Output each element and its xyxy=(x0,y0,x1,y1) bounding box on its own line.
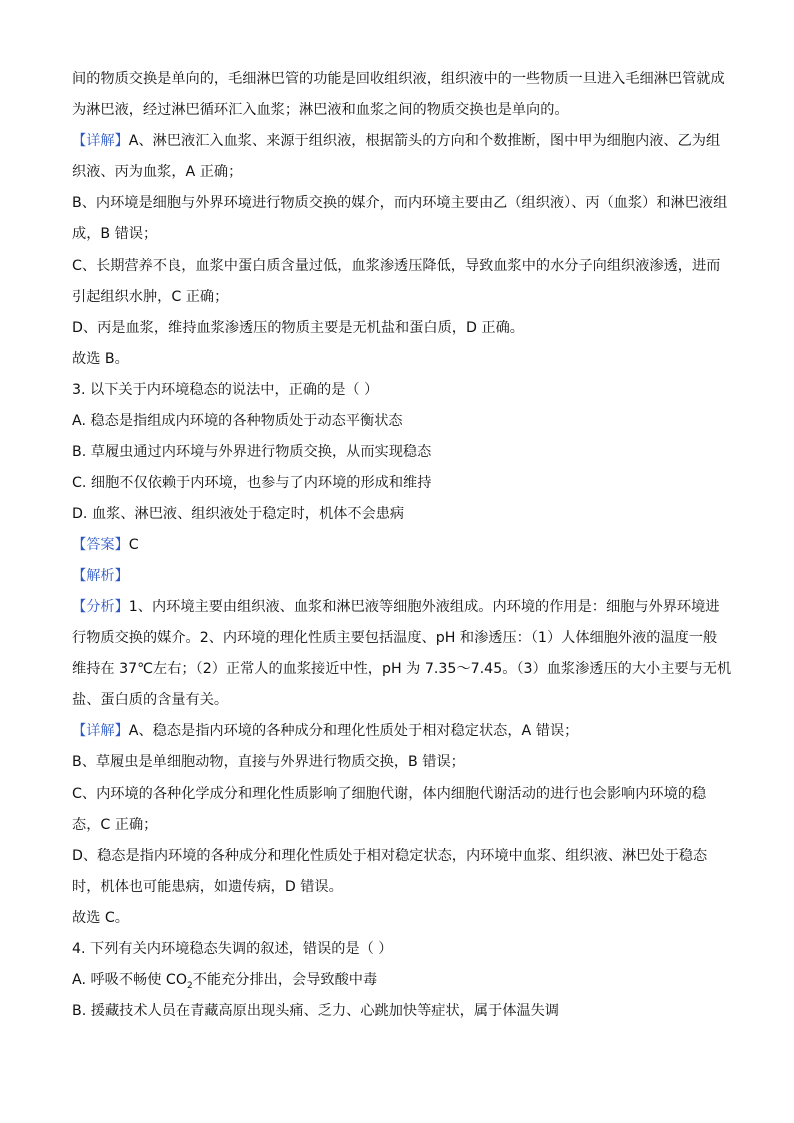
line-text: 成，B 错误； xyxy=(72,226,158,242)
text-line xyxy=(72,659,731,679)
option-a xyxy=(72,970,377,992)
subscript: 2 xyxy=(187,981,193,991)
line-text: 维持在 37℃左右；（2）正常人的血浆接近中性，pH 为 7.35～7.45。（3）血浆渗透压的大小主要与无机 xyxy=(72,661,732,677)
text-line xyxy=(72,877,343,897)
line-text: A、稳态是指内环境的各种成分和理化性质处于相对稳定状态，A 错误； xyxy=(128,723,579,739)
analysis-sub-tag: 【分析】 xyxy=(72,599,129,615)
option-c xyxy=(72,473,431,493)
text-line xyxy=(72,628,717,648)
text-line xyxy=(72,784,706,804)
text-line xyxy=(72,287,228,307)
option-b xyxy=(72,442,431,462)
analysis-tag: 【解析】 xyxy=(72,568,129,584)
line-text: 1、内环境主要由组织液、血浆和淋巴液等细胞外液组成。内环境的作用是：细胞与外界环境进 xyxy=(128,599,720,615)
line-text: 行物质交换的媒介。2、内环境的理化性质主要包括温度、pH 和渗透压：（1）人体细胞外液的温度一般 xyxy=(72,630,718,646)
option-b xyxy=(72,1001,559,1021)
line-text: C、内环境的各种化学成分和理化性质影响了细胞代谢，体内细胞代谢活动的进行也会影响内环境的稳 xyxy=(72,786,707,802)
line-text: 故选 B。 xyxy=(72,351,129,367)
text-line xyxy=(72,193,727,213)
detail-heading-line xyxy=(72,721,578,741)
analysis-line xyxy=(72,597,719,617)
conclusion-line xyxy=(72,349,129,369)
line-text: C、长期营养不良，血浆中蛋白质含量过低，血浆渗透压降低，导致血浆中的水分子向组织液渗透，进而 xyxy=(72,258,721,274)
question-3-stem xyxy=(72,380,378,400)
answer-tag: 【答案】 xyxy=(72,537,129,553)
line-text: D、稳态是指内环境的各种成分和理化性质处于相对稳定状态，内环境中血浆、组织液、淋巴处于稳态 xyxy=(72,848,708,864)
text-line xyxy=(72,846,707,866)
line-text-post: 不能充分排出，会导致酸中毒 xyxy=(192,972,378,988)
line-text: 引起组织水肿，C 正确； xyxy=(72,289,229,305)
line-text: D. 血浆、淋巴液、组织液处于稳定时，机体不会患病 xyxy=(72,506,405,522)
line-text: B. 援藏技术人员在青藏高原出现头痛、乏力、心跳加快等症状，属于体温失调 xyxy=(72,1003,559,1019)
option-d xyxy=(72,504,404,524)
option-a xyxy=(72,411,403,431)
line-text: 为淋巴液，经过淋巴循环汇入血浆；淋巴液和血浆之间的物质交换也是单向的。 xyxy=(72,102,569,118)
line-text: 时，机体也可能患病，如遗传病，D 错误。 xyxy=(72,879,343,895)
line-text: 4. 下列有关内环境稳态失调的叙述，错误的是（ ） xyxy=(72,941,393,957)
text-line xyxy=(72,100,569,120)
text-line xyxy=(72,690,228,710)
line-text-pre: A. 呼吸不畅使 CO xyxy=(72,972,187,988)
line-text: B. 草履虫通过内环境与外界进行物质交换，从而实现稳态 xyxy=(72,444,432,460)
answer-line xyxy=(72,535,139,555)
conclusion-line xyxy=(72,908,129,928)
question-4-stem xyxy=(72,939,393,959)
line-text: A、淋巴液汇入血浆、来源于组织液，根据箭头的方向和个数推断，图中甲为细胞内液、乙为组 xyxy=(128,133,721,149)
line-text: C. 细胞不仅依赖于内环境，也参与了内环境的形成和维持 xyxy=(72,475,432,491)
line-text: D、丙是血浆，维持血浆渗透压的物质主要是无机盐和蛋白质，D 正确。 xyxy=(72,320,524,336)
text-line xyxy=(72,815,157,835)
line-text: 态，C 正确； xyxy=(72,817,158,833)
line-text: A. 稳态是指组成内环境的各种物质处于动态平衡状态 xyxy=(72,413,403,429)
detail-tag: 【详解】 xyxy=(72,723,129,739)
line-text: 织液、丙为血浆，A 正确； xyxy=(72,164,243,180)
text-line xyxy=(72,162,242,182)
text-line xyxy=(72,224,157,244)
answer-value: C xyxy=(128,537,139,553)
line-text: 盐、蛋白质的含量有关。 xyxy=(72,692,229,708)
text-line xyxy=(72,752,465,772)
line-text: B、草履虫是单细胞动物，直接与外界进行物质交换，B 错误； xyxy=(72,754,465,770)
detail-tag: 【详解】 xyxy=(72,133,129,149)
line-text: B、内环境是细胞与外界环境进行物质交换的媒介，而内环境主要由乙（组织液）、丙（血浆）和淋巴液组 xyxy=(72,195,728,211)
text-line xyxy=(72,69,725,89)
detail-heading-line xyxy=(72,131,720,151)
line-text: 3. 以下关于内环境稳态的说法中，正确的是（ ） xyxy=(72,382,379,398)
text-line xyxy=(72,318,524,338)
line-text: 间的物质交换是单向的，毛细淋巴管的功能是回收组织液，组织液中的一些物质一旦进入毛细淋巴管就成 xyxy=(72,71,725,87)
line-text: 故选 C。 xyxy=(72,910,129,926)
text-line xyxy=(72,256,720,276)
analysis-heading xyxy=(72,566,129,586)
